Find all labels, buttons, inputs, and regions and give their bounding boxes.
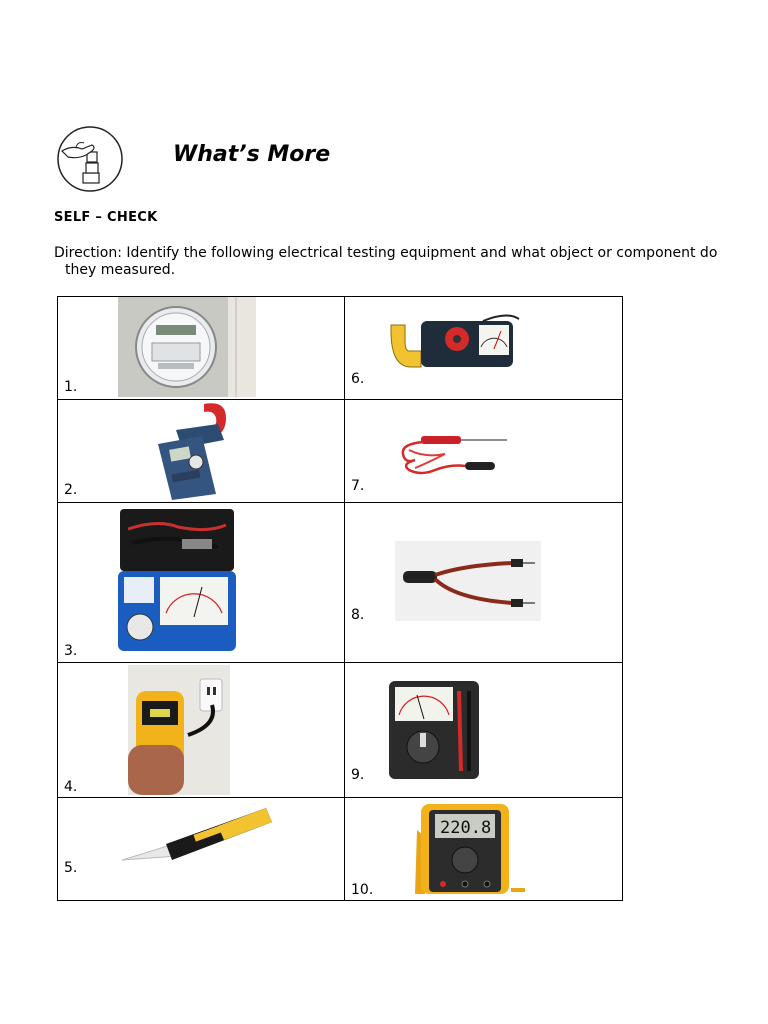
direction-line-1: Direction: Identify the following electrical testing equipment and what object or component do <box>54 245 718 261</box>
voltage-tester-pen-icon <box>116 800 276 872</box>
hand-stacking-boxes-icon <box>56 125 124 193</box>
item-number: 4. <box>64 779 78 795</box>
item-number: 10. <box>351 882 374 898</box>
digital-multimeter-icon <box>407 800 527 898</box>
cell-item-7 <box>345 400 623 503</box>
cell-item-1 <box>58 297 345 400</box>
section-label: SELF – CHECK <box>54 210 158 225</box>
analog-multimeter-icon <box>389 681 479 779</box>
item-number: 7. <box>351 478 365 494</box>
cell-item-4 <box>58 663 345 798</box>
cell-item-10 <box>345 798 623 901</box>
item-number: 9. <box>351 767 365 783</box>
item-number: 5. <box>64 860 78 876</box>
insulation-tester-icon <box>118 509 236 651</box>
circuit-analyzer-icon <box>128 665 230 795</box>
test-light-icon <box>395 420 515 482</box>
equipment-table <box>57 296 623 901</box>
kilowatt-hour-meter-icon <box>118 297 256 397</box>
cell-item-8 <box>345 503 623 663</box>
page-title: What’s More <box>173 142 331 167</box>
analog-clamp-meter-icon <box>387 311 525 375</box>
digital-clamp-meter-icon <box>128 400 246 500</box>
cell-item-2 <box>58 400 345 503</box>
cell-item-5 <box>58 798 345 901</box>
cell-item-3 <box>58 503 345 663</box>
meter-readout: 220.8 <box>440 818 492 838</box>
direction-line-2: they measured. <box>65 262 176 278</box>
neon-tester-icon <box>395 541 541 621</box>
item-number: 6. <box>351 371 365 387</box>
item-number: 3. <box>64 643 78 659</box>
direction-text <box>54 245 734 279</box>
item-number: 2. <box>64 482 78 498</box>
item-number: 1. <box>64 379 78 395</box>
item-number: 8. <box>351 607 365 623</box>
cell-item-9 <box>345 663 623 798</box>
cell-item-6 <box>345 297 623 400</box>
